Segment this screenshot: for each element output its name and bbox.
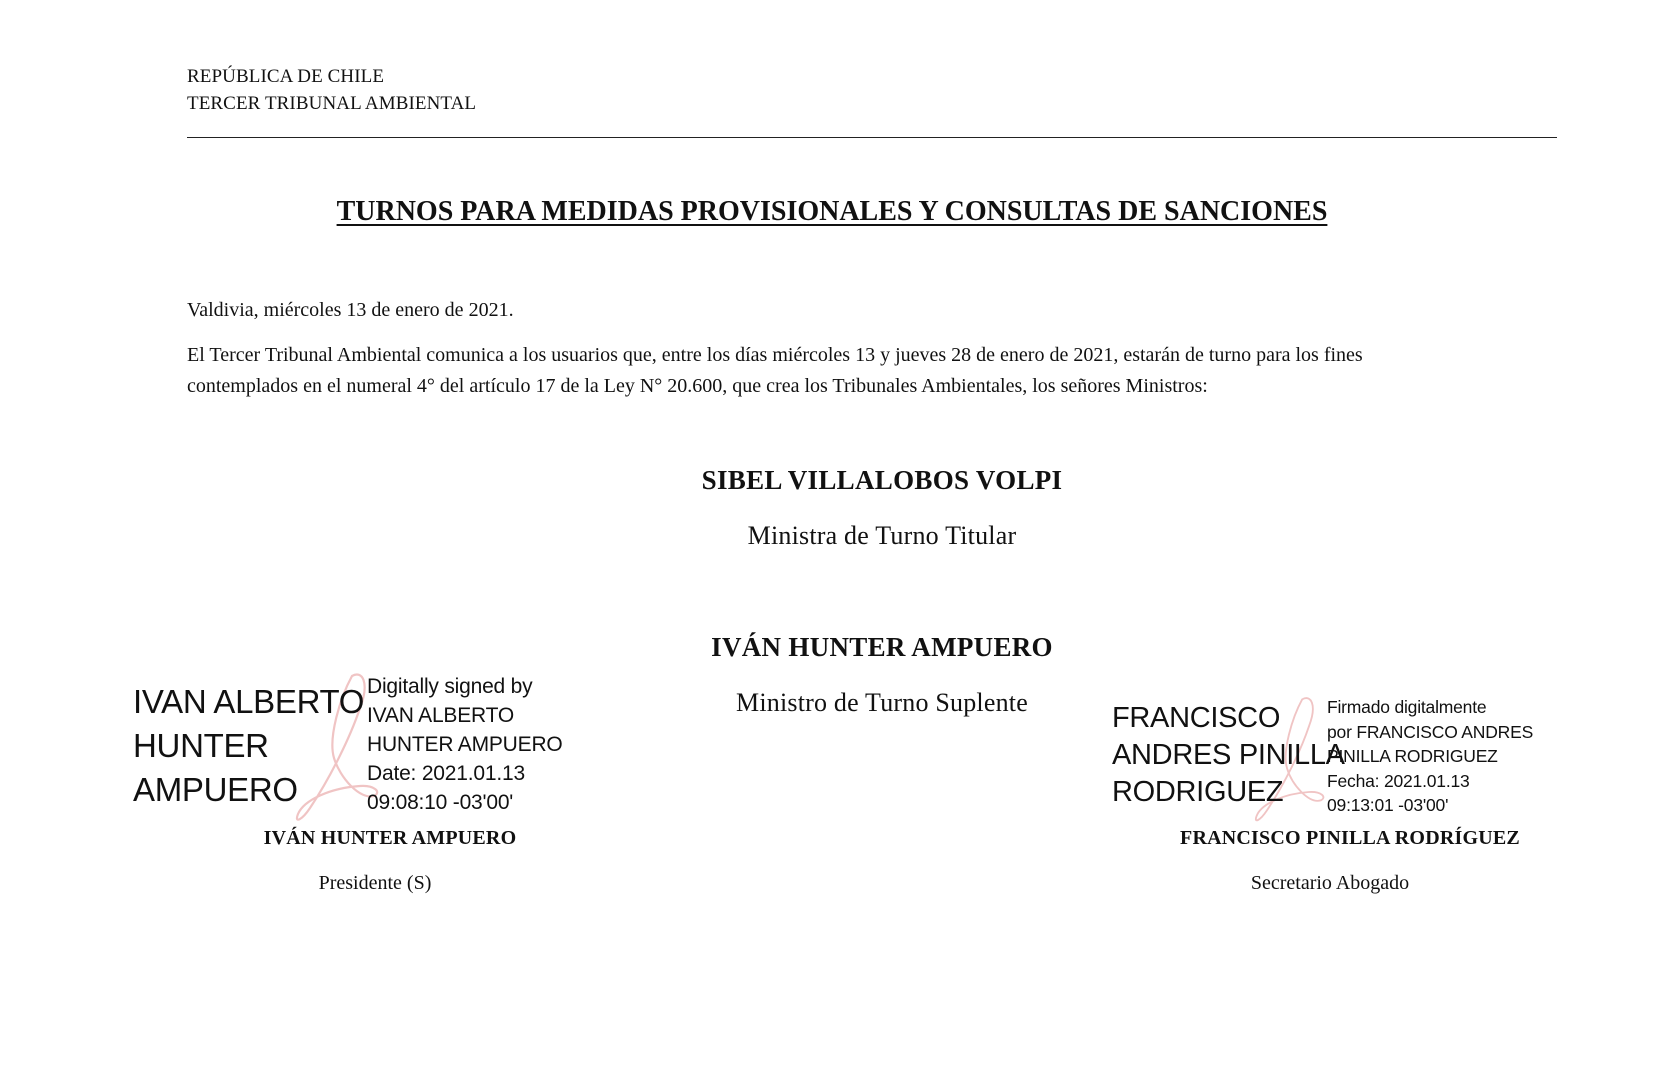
left-signer-role: Presidente (S) [318, 872, 432, 894]
minister-titular-name: SIBEL VILLALOBOS VOLPI [701, 465, 1063, 495]
right-signature-details: Firmado digitalmente por FRANCISCO ANDRES PINILLA RODRIGUEZ Fecha: 2021.01.13 09:13:01 -03'00' [1327, 697, 1534, 815]
date-line: Valdivia, miércoles 13 de enero de 2021. [187, 299, 514, 321]
document-title: TURNOS PARA MEDIDAS PROVISIONALES Y CONSULTAS DE SANCIONES [336, 196, 1328, 227]
header-divider [187, 137, 1557, 138]
left-signer-name-large: IVAN ALBERTO HUNTER AMPUERO [133, 683, 365, 808]
announcement-line-2: contemplados en el numeral 4° del artículo 17 de la Ley N° 20.600, que crea los Tribunales Ambientales, los señores Ministros: [187, 375, 1208, 397]
right-signer-name-large: FRANCISCO ANDRES PINILLA RODRIGUEZ [1112, 702, 1345, 808]
header-institution: TERCER TRIBUNAL AMBIENTAL [187, 93, 477, 114]
announcement-line-1: El Tercer Tribunal Ambiental comunica a los usuarios que, entre los días miércoles 13 y jueves 28 de enero de 2021, estarán de turno para los fines [187, 344, 1363, 366]
minister-suplente-role: Ministro de Turno Suplente [736, 688, 1028, 717]
right-signer-role: Secretario Abogado [1250, 872, 1410, 894]
left-printed-name: IVÁN HUNTER AMPUERO [263, 827, 517, 849]
header-country: REPÚBLICA DE CHILE [187, 66, 385, 87]
minister-suplente-name: IVÁN HUNTER AMPUERO [711, 632, 1053, 662]
left-signature-details: Digitally signed by IVAN ALBERTO HUNTER AMPUERO Date: 2021.01.13 09:08:10 -03'00' [367, 675, 563, 814]
right-printed-name: FRANCISCO PINILLA RODRÍGUEZ [1180, 827, 1520, 849]
minister-titular-role: Ministra de Turno Titular [747, 521, 1017, 550]
